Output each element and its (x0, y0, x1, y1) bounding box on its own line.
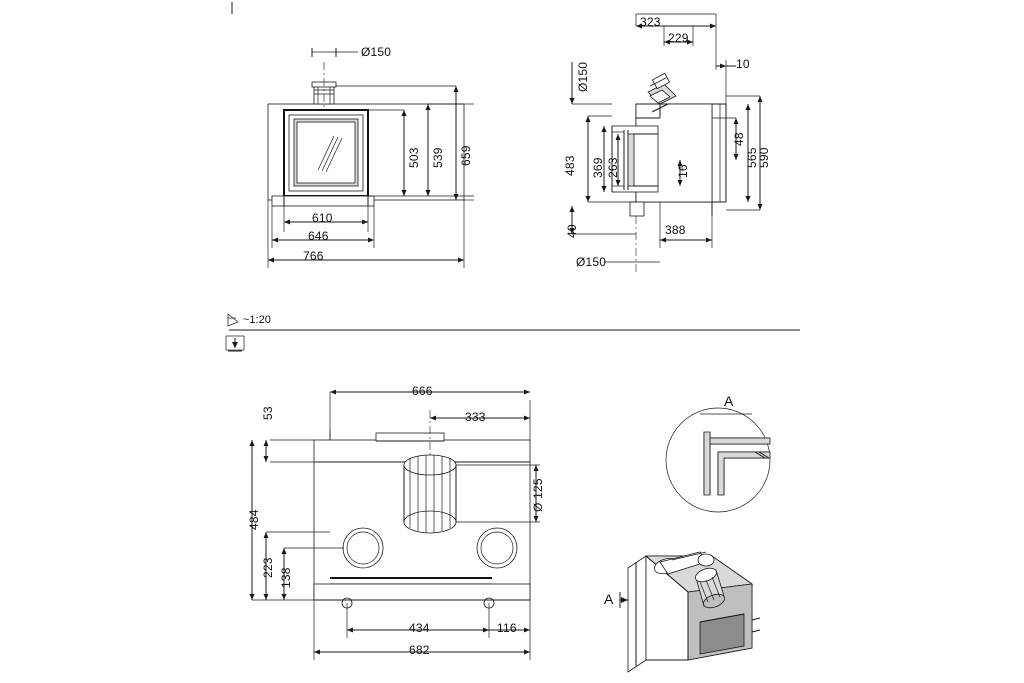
dim-front-539: 539 (431, 147, 445, 168)
dim-side-40: 40 (565, 224, 579, 238)
dim-side-388: 388 (665, 223, 686, 237)
dim-side-229: 229 (668, 31, 689, 45)
dim-plan-53: 53 (261, 406, 275, 420)
dim-plan-116: 116 (497, 621, 517, 635)
detail-a-label: A (724, 393, 734, 409)
dim-plan-223: 223 (261, 557, 275, 578)
dim-side-323: 323 (640, 15, 661, 29)
dim-plan-666: 666 (412, 384, 433, 398)
dim-side-10: 10 (736, 57, 750, 71)
dim-front-610: 610 (312, 211, 333, 225)
dim-side-dia150-bottom: Ø150 (576, 255, 607, 269)
iso-section-label: A (604, 591, 614, 607)
dim-side-48: 48 (732, 132, 746, 146)
dim-front-659: 659 (459, 145, 473, 166)
dim-side-483: 483 (563, 155, 577, 176)
dim-plan-682: 682 (409, 643, 430, 657)
dim-plan-484: 484 (247, 509, 261, 530)
dim-front-766: 766 (303, 249, 324, 263)
dim-side-369: 369 (591, 157, 605, 178)
dim-front-flue-dia: Ø150 (361, 45, 392, 59)
dim-side-590: 590 (757, 147, 771, 168)
dim-side-263: 263 (606, 157, 620, 178)
dim-plan-434: 434 (409, 621, 430, 635)
dim-plan-138: 138 (279, 567, 293, 588)
dim-side-16: 16 (676, 164, 690, 178)
dim-front-503: 503 (407, 147, 421, 168)
dim-side-dia150-top: Ø150 (576, 61, 590, 92)
dim-plan-333: 333 (465, 410, 486, 424)
dim-front-646: 646 (308, 229, 329, 243)
scale-label: ~1:20 (243, 314, 271, 326)
dim-plan-dia125: Ø 125 (531, 478, 545, 512)
dim-side-565: 565 (745, 147, 759, 168)
